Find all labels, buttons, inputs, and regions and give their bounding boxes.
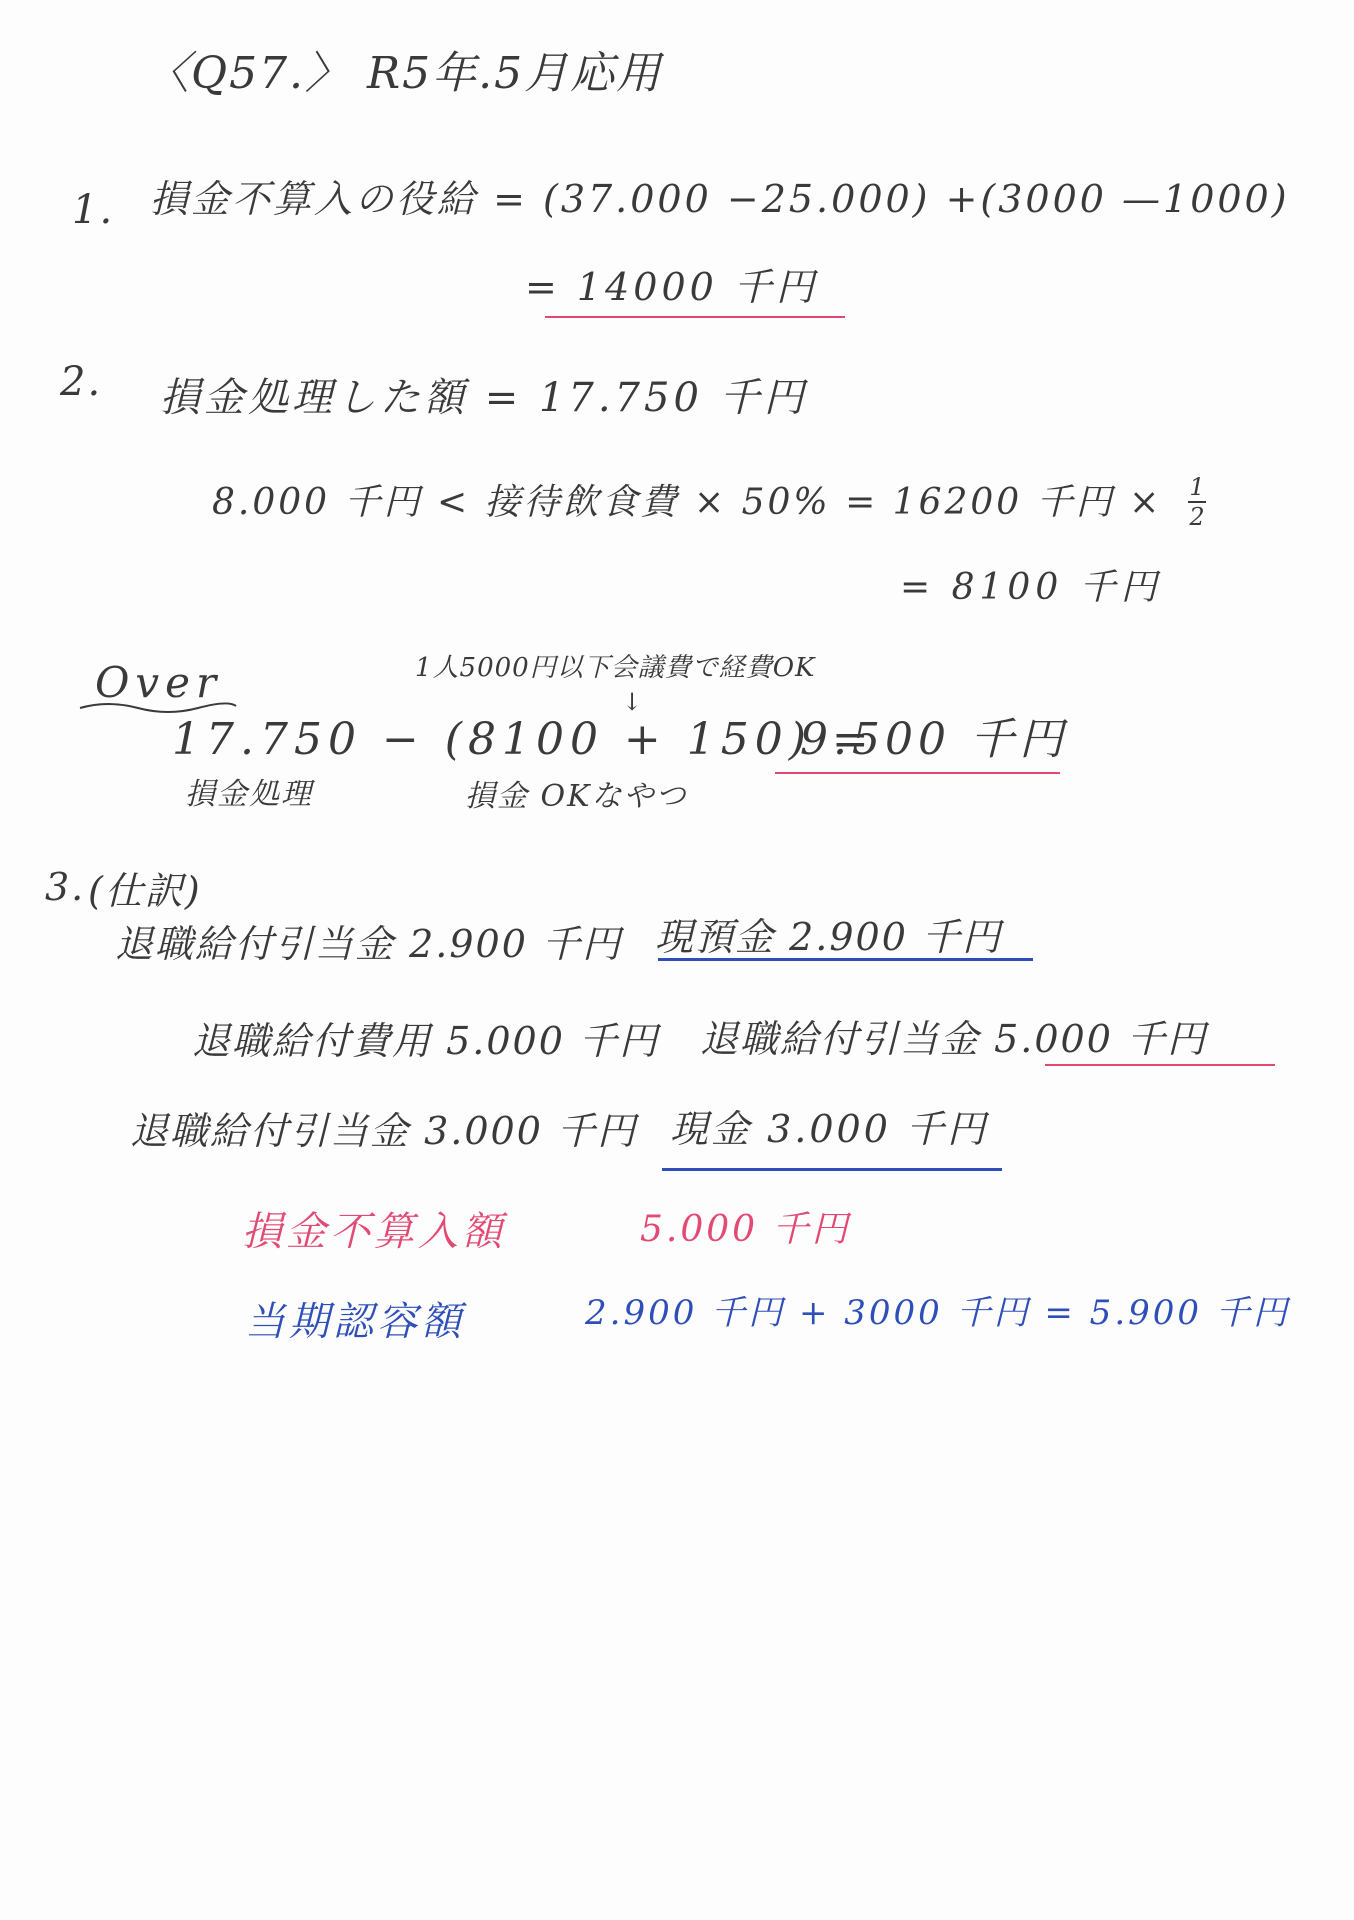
q2-label-right: 損金 OKなやつ: [465, 779, 688, 814]
entry3-credit-underline: [662, 1168, 1002, 1171]
allowed-label: 当期認容額: [245, 1299, 465, 1345]
q2-line2: 8.000 千円 < 接待飲食費 × 50% = 16200 千円 ×: [212, 482, 1163, 523]
fraction-denominator: 2: [1189, 503, 1205, 531]
q3-number: 3.: [45, 865, 86, 909]
q2-label-left: 損金処理: [185, 777, 313, 812]
q1-result-underline: [545, 316, 845, 318]
fraction-numerator: 1: [1189, 473, 1205, 501]
entry1-credit-underline: [658, 958, 1033, 961]
q1-result: = 14000 千円: [525, 265, 818, 309]
entry3-debit: 退職給付引当金 3.000 千円: [130, 1109, 637, 1153]
nondeductible-value: 5.000 千円: [640, 1209, 851, 1250]
entry3-credit: 現金 3.000 千円: [670, 1107, 988, 1151]
entry2-credit-underline: [1045, 1064, 1275, 1066]
q2-calc-result: 9.500 千円: [800, 714, 1068, 765]
q3-heading: (仕訳): [88, 869, 202, 913]
q2-result-underline: [775, 772, 1060, 774]
q2-fraction-half: [1188, 475, 1206, 529]
entry2-debit: 退職給付費用 5.000 千円: [192, 1019, 659, 1063]
nondeductible-label: 損金不算入額: [242, 1209, 506, 1255]
q2-line3: = 8100 千円: [900, 567, 1162, 608]
q2-line1: 損金処理した額 = 17.750 千円: [160, 375, 808, 421]
q2-calc-left: 17.750 − (8100 + 150) =: [172, 714, 875, 765]
entry1-credit: 現預金 2.900 千円: [655, 915, 1002, 959]
q2-number: 2.: [60, 359, 103, 405]
q2-note-above: 1人5000円以下会議費で経費OK: [415, 653, 816, 683]
q1-number: 1.: [72, 187, 115, 233]
entry1-debit: 退職給付引当金 2.900 千円: [115, 922, 622, 966]
entry2-credit: 退職給付引当金 5.000 千円: [700, 1017, 1207, 1061]
q2-over-label: Over: [95, 658, 223, 707]
page-title: 〈Q57.〉 R5年.5月応用: [145, 48, 663, 99]
allowed-calc: 2.900 千円 + 3000 千円 = 5.900 千円: [585, 1293, 1290, 1333]
q2-arrow: ↓: [622, 688, 645, 716]
q1-formula: 損金不算入の役給 = (37.000 −25.000) +(3000 —1000): [150, 177, 1290, 221]
